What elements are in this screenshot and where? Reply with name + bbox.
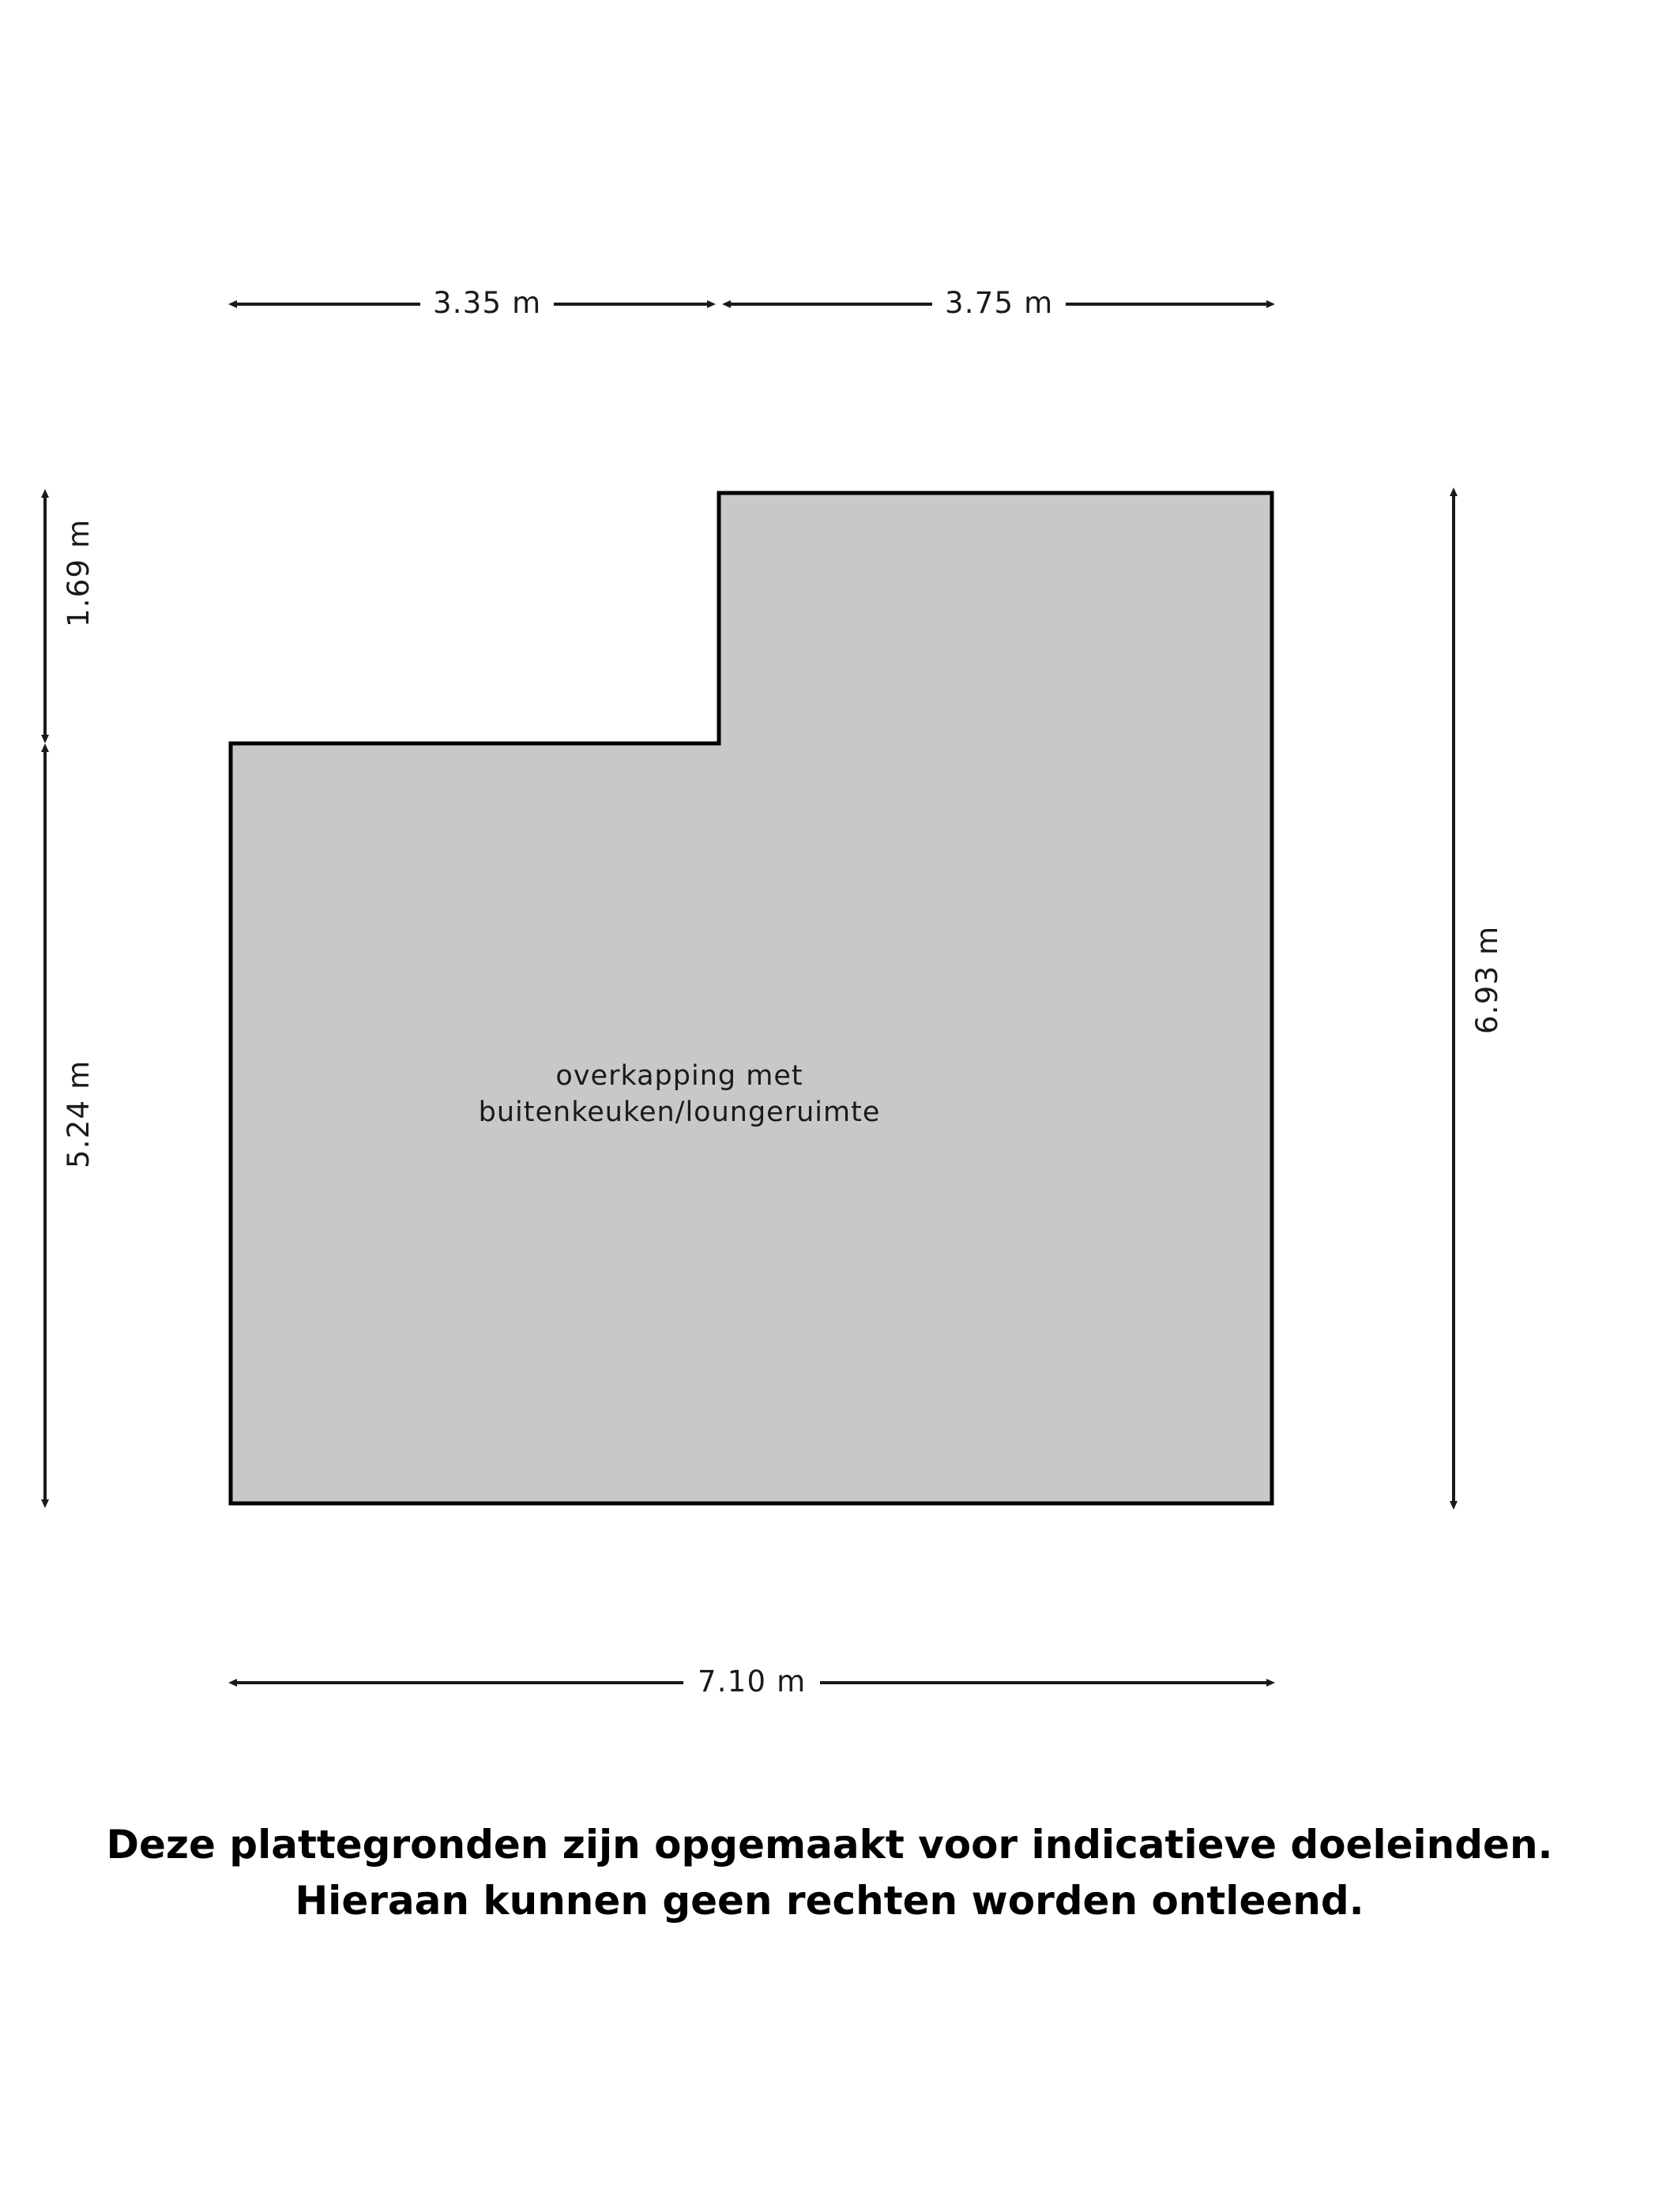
disclaimer [0, 1817, 1659, 1929]
dimension-label-right-total: 6.93 m [1470, 913, 1504, 1047]
dimension-label-bottom-total: 7.10 m [683, 1665, 820, 1698]
dimension-label-top-left: 3.35 m [420, 286, 554, 320]
room-label-line-2: buitenkeuken/loungeruimte [478, 1096, 881, 1128]
room-label-line-1: overkapping met [555, 1060, 803, 1092]
disclaimer-line-2: Hieraan kunnen geen rechten worden ontleend. [295, 1878, 1364, 1924]
dimension-label-top-right: 3.75 m [932, 286, 1066, 320]
disclaimer-line-1: Deze plattegronden zijn opgemaakt voor indicatieve doeleinden. [106, 1822, 1553, 1868]
dimension-label-left-upper: 1.69 m [62, 506, 96, 640]
dimension-label-left-lower: 5.24 m [62, 1048, 96, 1181]
room-label-overkapping [419, 1059, 940, 1130]
building-footprint [231, 493, 1272, 1503]
